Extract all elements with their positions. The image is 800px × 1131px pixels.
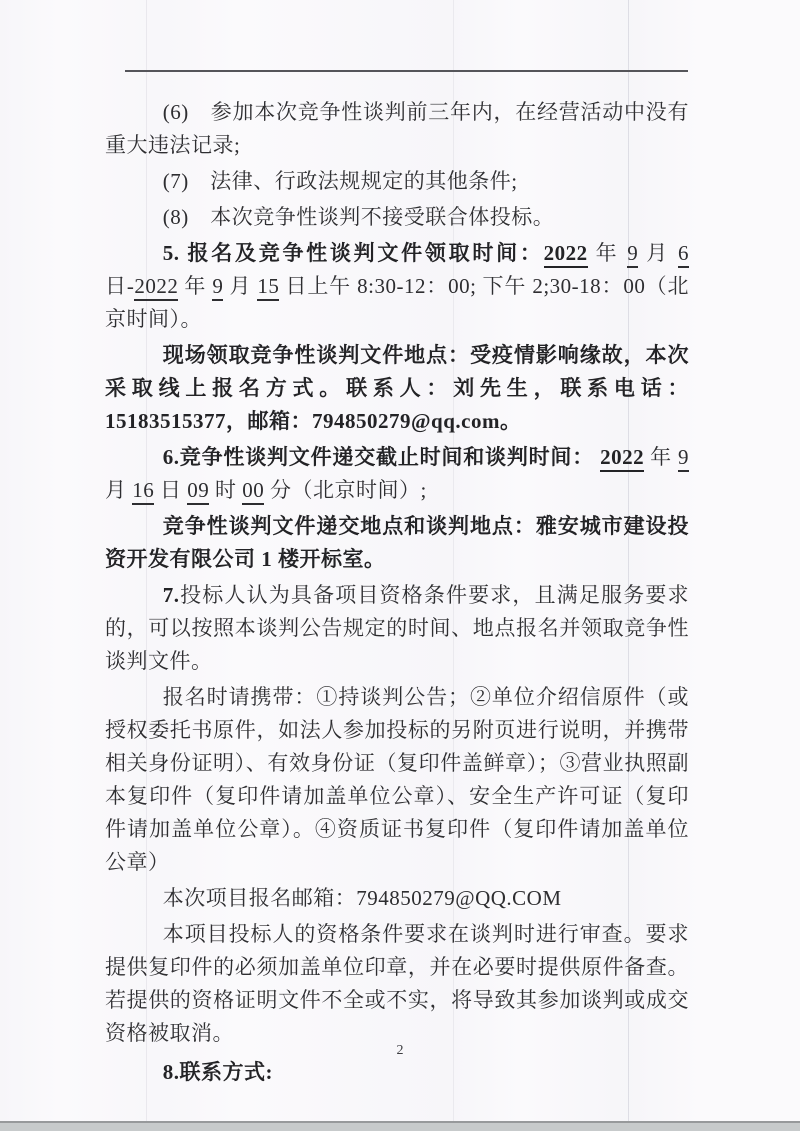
text-run: 报名时请携带：①持谈判公告；②单位介绍信原件（或授权委托书原件，如法人参加投标的另附页进行说明，并携带相关身份证明）、有效身份证（复印件盖鲜章）；③营业执照副本复印件（复印件请加盖单位公章）、安全生产许可证（复印件请加盖单位公章）。④资质证书复印件（复印件请加盖单位公章） (105, 685, 689, 874)
page-number: 2 (396, 1043, 404, 1058)
text-run: 00 (242, 478, 264, 505)
text-run: 现场领取竞争性谈判文件地点：受疫情影响缘故，本次采取线上报名方式。联系人：刘先生，联系电话：15183515377，邮箱：794850279@qq.com。 (105, 343, 689, 433)
text-run: 分（北京时间）; (264, 478, 427, 502)
text-run: (6) 参加本次竞争性谈判前三年内，在经营活动中没有重大违法记录; (105, 100, 689, 157)
section-5-document-pickup-time (105, 237, 689, 336)
text-run: 2022 (544, 241, 588, 268)
text-run: 月 (223, 274, 258, 298)
text-run: 9 (627, 241, 638, 268)
document-body (105, 96, 689, 1092)
text-run: 6 (678, 241, 689, 268)
text-run: 日上午 8:30-12：00; 下午 2;30-18：00（北京时间）。 (105, 274, 690, 331)
qualification-review-note (105, 918, 689, 1050)
text-run: 竞争性谈判文件递交地点和谈判地点：雅安城市建设投资开发有限公司 1 楼开标室。 (105, 514, 689, 571)
text-run: 7. (162, 583, 180, 607)
section-8-contact (105, 1056, 689, 1089)
section-6-submission-deadline (105, 441, 689, 507)
text-run: 9 (678, 445, 689, 472)
text-run: 8.联系方式: (162, 1060, 273, 1084)
text-run: 本项目投标人的资格条件要求在谈判时进行审查。要求提供复印件的必须加盖单位印章，并在必要时提供原件备查。若提供的资格证明文件不全或不实，将导致其参加谈判或成交资格被取消。 (105, 922, 689, 1045)
header-rule (125, 70, 688, 72)
onsite-pickup-location (105, 339, 689, 438)
text-run: 2022 (600, 445, 644, 472)
text-run: 投标人认为具备项目资格条件要求，且满足服务要求的，可以按照本谈判公告规定的时间、地点报名并领取竞争性谈判文件。 (105, 583, 689, 673)
clause-8 (105, 201, 689, 234)
text-run: 月 (105, 478, 133, 502)
text-run: 09 (187, 478, 209, 505)
text-run: 年 (587, 241, 628, 265)
section-7-qualification (105, 579, 689, 678)
registration-materials (105, 681, 689, 879)
text-run: 时 (209, 478, 243, 502)
clause-7 (105, 165, 689, 198)
text-run: 日 (154, 478, 188, 502)
text-run: 2022 (134, 274, 178, 301)
text-run: 16 (132, 478, 154, 505)
text-run: 年 (178, 274, 213, 298)
registration-email (105, 882, 689, 915)
submission-location (105, 510, 689, 576)
text-run: 15 (257, 274, 279, 301)
text-run: 9 (212, 274, 223, 301)
text-run: 日- (105, 274, 135, 298)
text-run: 5. 报名及竞争性谈判文件领取时间： (162, 241, 544, 265)
text-run: (8) 本次竞争性谈判不接受联合体投标。 (162, 205, 555, 229)
scanner-edge-strip (0, 1121, 800, 1131)
text-run: 本次项目报名邮箱：794850279@QQ.COM (162, 886, 562, 910)
clause-6 (105, 96, 689, 162)
text-run: 6.竞争性谈判文件递交截止时间和谈判时间： (162, 445, 601, 469)
text-run: (7) 法律、行政法规规定的其他条件; (162, 169, 518, 193)
text-run: 月 (638, 241, 679, 265)
text-run: 年 (644, 445, 679, 469)
